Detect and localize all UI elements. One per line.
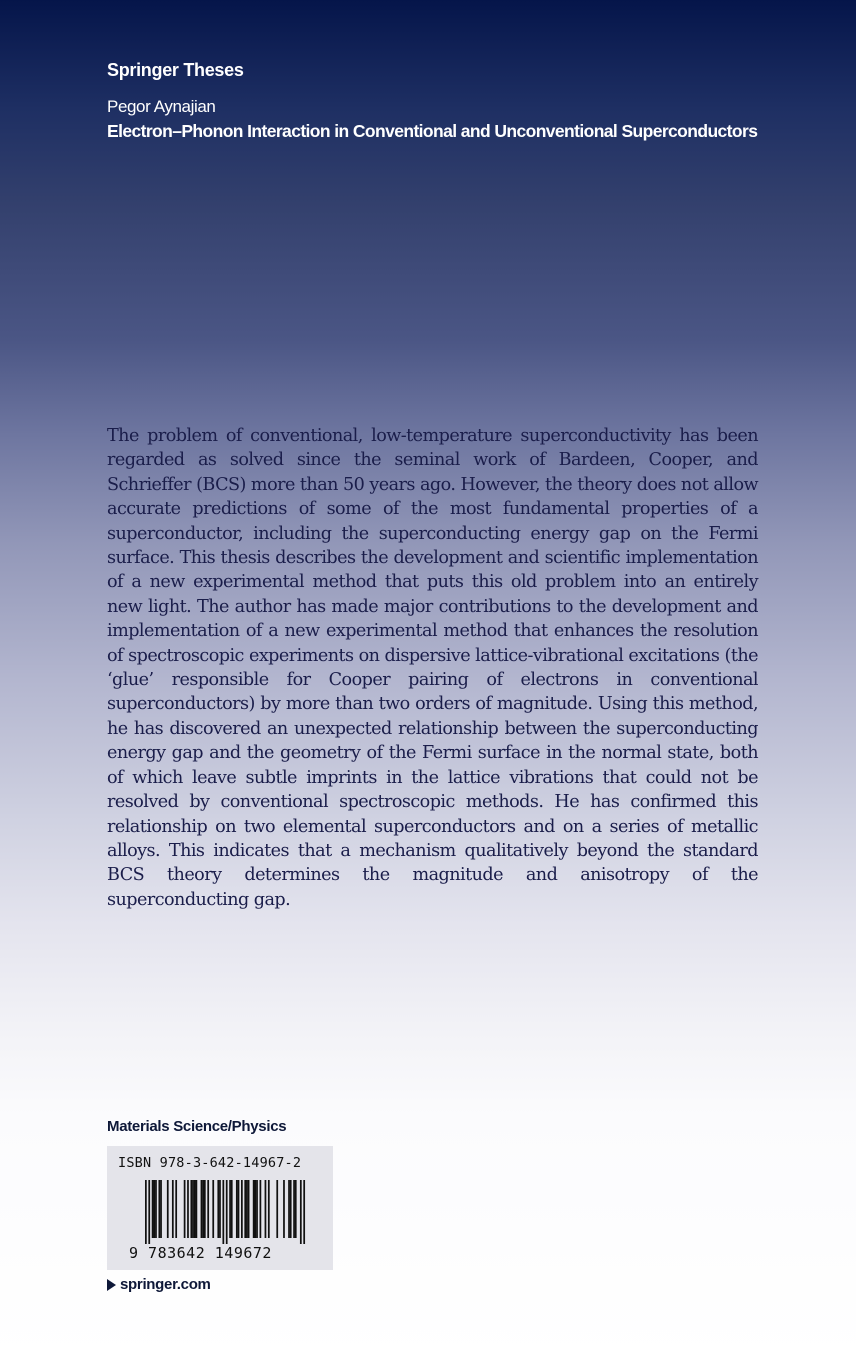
barcode-bar — [254, 1180, 256, 1238]
barcode-bar — [238, 1180, 240, 1238]
barcode-bar — [226, 1180, 228, 1244]
barcode-bar — [202, 1180, 204, 1238]
barcode-bar — [290, 1180, 292, 1238]
barcode-bar — [283, 1180, 285, 1238]
website-text: springer.com — [120, 1276, 211, 1293]
barcode-bar — [201, 1180, 203, 1238]
barcode-bar — [212, 1180, 214, 1238]
barcode-bar — [256, 1180, 258, 1238]
barcode-bar — [207, 1180, 209, 1238]
barcode-bar — [192, 1180, 194, 1238]
barcode-bar — [155, 1180, 157, 1238]
subject-category: Materials Science/Physics — [107, 1118, 287, 1135]
barcode-bar — [145, 1180, 147, 1244]
barcode-bar — [152, 1180, 154, 1238]
barcode-bar — [244, 1180, 246, 1238]
triangle-right-icon — [107, 1279, 116, 1291]
barcode-bar — [288, 1180, 290, 1238]
barcode-bar — [184, 1180, 186, 1238]
barcode-bar — [231, 1180, 233, 1238]
barcode-bar — [187, 1180, 189, 1238]
book-title: Electron–Phonon Interaction in Conventional and Unconventional Superconductors — [107, 121, 758, 141]
barcode-bars — [145, 1180, 317, 1244]
barcode-bar — [194, 1180, 196, 1238]
barcode-bar — [260, 1180, 262, 1238]
author-name: Pegor Aynajian — [107, 97, 216, 116]
isbn-barcode-panel — [107, 1146, 333, 1270]
series-name: Springer Theses — [107, 60, 244, 80]
barcode-bar — [172, 1180, 174, 1238]
barcode-bar — [222, 1180, 224, 1244]
barcode-bar — [148, 1180, 150, 1244]
barcode-bar — [204, 1180, 206, 1238]
barcode-bar — [276, 1180, 278, 1238]
barcode-digits: 9 783642 149672 — [129, 1244, 272, 1262]
barcode-bar — [236, 1180, 238, 1238]
barcode-bar — [229, 1180, 231, 1238]
barcode-bar — [265, 1180, 267, 1238]
barcode-bar — [153, 1180, 155, 1238]
barcode-bar — [167, 1180, 169, 1238]
barcode-bar — [303, 1180, 305, 1244]
barcode-bar — [158, 1180, 160, 1238]
barcode-bar — [246, 1180, 248, 1238]
barcode-bar — [217, 1180, 219, 1238]
barcode-bar — [190, 1180, 192, 1238]
barcode-bar — [253, 1180, 255, 1238]
barcode-bar — [268, 1180, 270, 1238]
isbn-label: ISBN 978-3-642-14967-2 — [118, 1155, 302, 1171]
barcode-bar — [300, 1180, 302, 1244]
barcode-bar — [175, 1180, 177, 1238]
barcode-bar — [219, 1180, 221, 1238]
blurb-text: The problem of conventional, low-temperature superconductivity has been regarded as solved since the seminal work of Bardeen, Cooper, and Schrieffer (BCS) more than 50 years ago. However, the theory does not allow accurate predictions of some of the most fundamental properties of a superconductor, including the superconducting energy gap on the Fermi surface. This thesis describes the development and scientific implementation of a new experimental method that puts this old problem into an entirely new light. The author has made major contributions to the development and implementation of a new experimental method that enhances the resolution of spectroscopic experiments on dispersive lattice-vibrational excitations (the ‘glue’ responsible for Cooper pairing of electrons in conventional superconductors) by more than two orders of magnitude. Using this method, he has discovered an unexpected relationship between the superconducting energy gap and the geometry of the Fermi surface in the normal state, both of which leave subtle imprints in the lattice vibrations that could not be resolved by conventional spectroscopic methods. He has confirmed this relationship on two elemental superconductors and on a series of metallic alloys. This indicates that a mechanism qualitatively beyond the standard BCS theory determines the magnitude and anisotropy of the superconducting gap. — [107, 426, 758, 910]
barcode-bar — [295, 1180, 297, 1238]
website-link[interactable] — [107, 1276, 211, 1293]
barcode-bar — [293, 1180, 295, 1238]
barcode-bar — [196, 1180, 198, 1238]
barcode-bar — [248, 1180, 250, 1238]
barcode-bar — [241, 1180, 243, 1238]
barcode-bar — [160, 1180, 162, 1238]
